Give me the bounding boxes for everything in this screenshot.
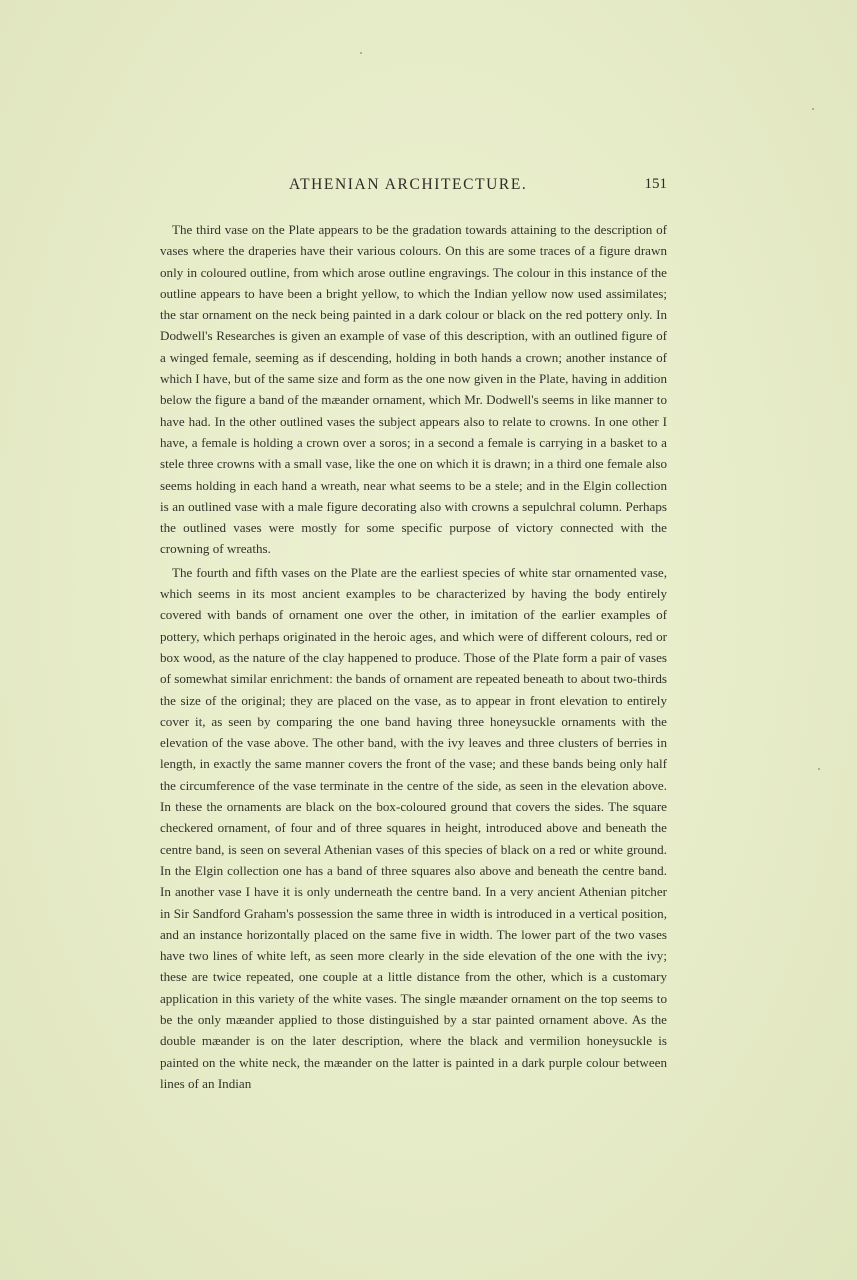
paragraph-1: The third vase on the Plate appears to be the gradation towards attaining to the description of vases where the draperies have their various colours. On this are some traces of a figure drawn only in coloured outline, from which arose outline engravings. The colour in this instance of the outline appears to have been a bright yellow, to which the Indian yellow now used assimilates; the star ornament on the neck being painted in a dark colour or black on the red pottery only. In Dodwell's Researches is given an example of vase of this description, with an outlined figure of a winged female, seeming as if descending, holding in both hands a crown; another instance of which I have, but of the same size and form as the one now given in the Plate, having in addition below the figure a band of the mæander ornament, which Mr. Dodwell's seems in like manner to have had. In the other outlined vases the subject appears also to relate to crowns. In one other I have, a female is holding a crown over a soros; in a second a female is carrying in a basket to a stele three crowns with a small vase, like the one on which it is drawn; in a third one female also seems holding in each hand a wreath, near what seems to be a stele; and in the Elgin collection is an outlined vase with a male figure decorating also with crowns a sepulchral column. Perhaps the outlined vases were mostly for some specific purpose of victory connected with the crowning of wreaths. [160, 222, 667, 557]
paper-speck-1 [360, 52, 362, 54]
paragraph-2: The fourth and fifth vases on the Plate are the earliest species of white star ornamented vase, which seems in its most ancient examples to be characterized by having the body entirely covered with bands of ornament one over the other, in imitation of the earlier examples of pottery, which perhaps originated in the heroic ages, and which were of different colours, red or box wood, as the nature of the clay happened to produce. Those of the Plate form a pair of vases of somewhat similar enrichment: the bands of ornament are repeated beneath to about two-thirds the size of the original; they are placed on the vase, as to appear in front elevation to entirely cover it, as seen by comparing the one band having three honeysuckle ornaments with the elevation of the vase above. The other band, with the ivy leaves and three clusters of berries in length, in exactly the same manner covers the front of the vase; and these bands being only half the circumference of the vase terminate in the centre of the side, as seen in the elevation above. In these the ornaments are black on the box-coloured ground that covers the sides. The square checkered ornament, of four and of three squares in height, introduced above and beneath the centre band, is seen on several Athenian vases of this species of black on a red or white ground. In the Elgin collection one has a band of three squares also above and beneath the centre band. In another vase I have it is only underneath the centre band. In a very ancient Athenian pitcher in Sir Sandford Graham's possession the same three in width is introduced in a vertical position, and an instance horizontally placed on the same five in width. The lower part of the two vases have two lines of white left, as seen more clearly in the side elevation of the one with the ivy; these are twice repeated, one couple at a little distance from the other, which is a customary application in this variety of the white vases. The single mæander ornament on the top seems to be the only mæander applied to those distinguished by a star painted ornament above. As the double mæander is on the later description, where the black and vermilion honeysuckle is painted on the white neck, the mæander on the latter is painted in a dark purple colour between lines of an Indian [160, 564, 667, 1091]
page-number: 151 [644, 176, 667, 192]
page-header [160, 176, 667, 200]
paper-speck-2 [812, 108, 814, 110]
body-text [160, 219, 667, 1096]
paper-speck-3 [818, 768, 820, 770]
running-title: ATHENIAN ARCHITECTURE. [289, 176, 528, 193]
